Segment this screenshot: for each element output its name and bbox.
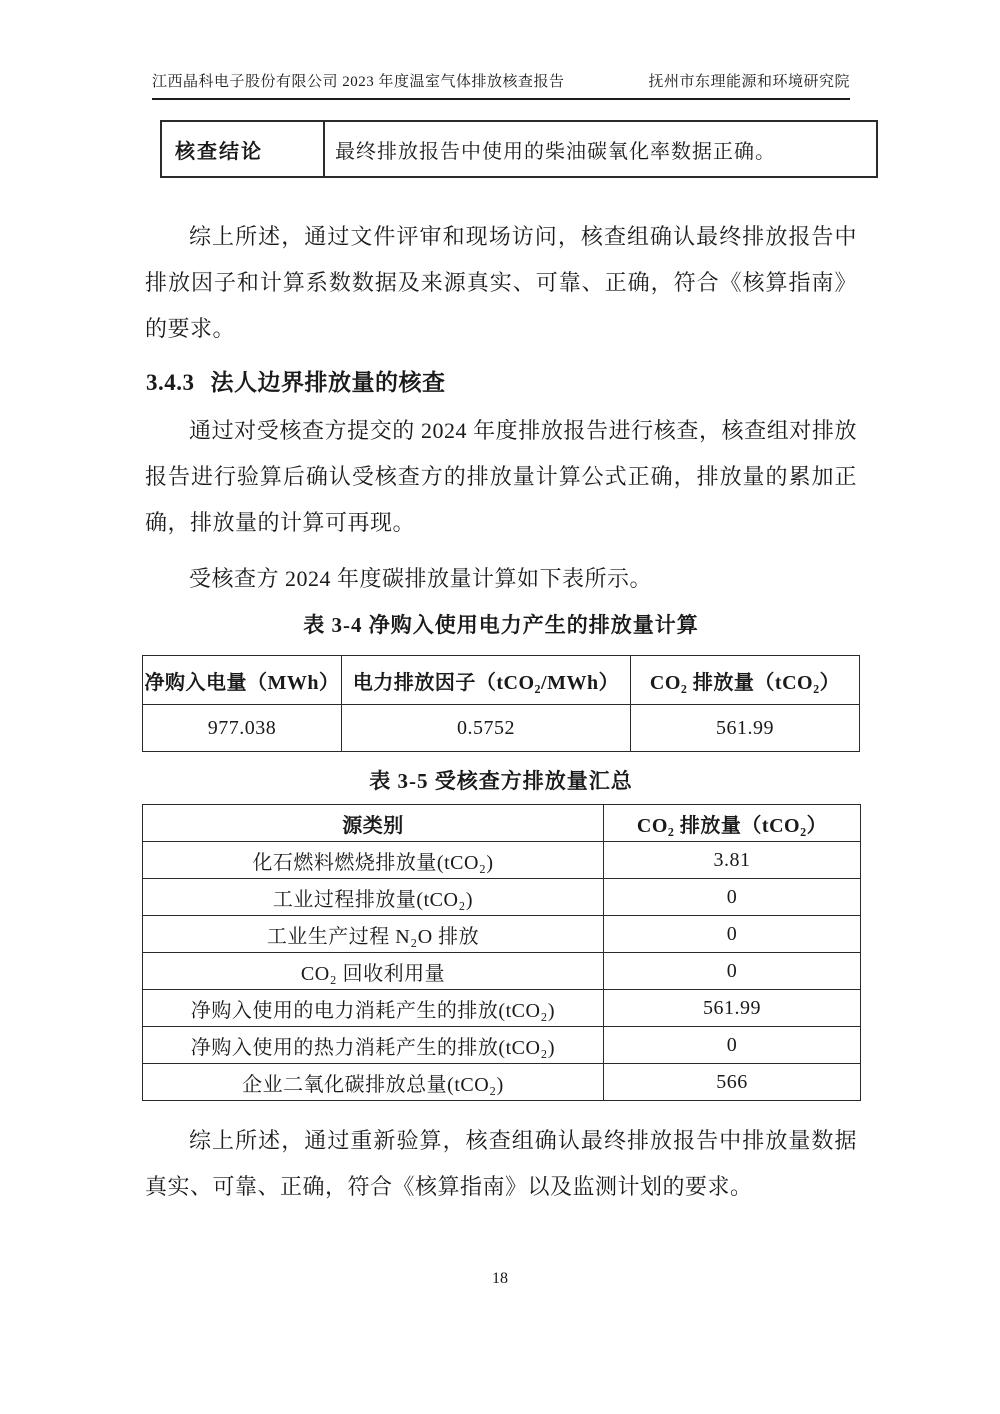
conclusion-content: 最终排放报告中使用的柴油碳氧化率数据正确。 [324, 121, 877, 177]
header-report-title: 江西晶科电子股份有限公司 2023 年度温室气体排放核查报告 [152, 74, 565, 90]
section-title: 法人边界排放量的核查 [210, 370, 446, 395]
table-row [143, 990, 861, 1027]
column-header-co2-amount: CO₂ 排放量（tCO₂） [604, 805, 861, 842]
page-number: 18 [492, 1270, 508, 1287]
table-row [143, 1027, 861, 1064]
table-row [161, 121, 877, 177]
emission-summary-table [142, 804, 861, 1101]
table-3-4-title: 表 3-4 净购入使用电力产生的排放量计算 [303, 613, 699, 637]
column-header-source-category: 源类别 [143, 805, 604, 842]
conclusion-label: 核查结论 [161, 121, 324, 177]
source-value: 0 [604, 879, 861, 916]
paragraph-factor-summary: 综上所述，通过文件评审和现场访问，核查组确认最终排放报告中排放因子和计算系数数据及来源真实、可靠、正确，符合《核算指南》的要求。 [145, 224, 857, 341]
source-label: 工业生产过程 N₂O 排放 [143, 916, 604, 953]
table-3-5-title: 表 3-5 受核查方排放量汇总 [369, 769, 633, 793]
column-header-co2-emission: CO₂ 排放量（tCO₂） [631, 656, 860, 705]
header-institute-name: 抚州市东理能源和环境研究院 [648, 74, 850, 90]
conclusion-table [160, 120, 878, 178]
source-label: 工业过程排放量(tCO₂) [143, 879, 604, 916]
source-label: 净购入使用的热力消耗产生的排放(tCO₂) [143, 1027, 604, 1064]
electricity-emission-table [142, 655, 860, 752]
source-value: 3.81 [604, 842, 861, 879]
table-row [143, 953, 861, 990]
table-header-row [143, 805, 861, 842]
table-row [143, 1064, 861, 1101]
source-value: 0 [604, 1027, 861, 1064]
source-label: 企业二氧化碳排放总量(tCO₂) [143, 1064, 604, 1101]
source-value: 0 [604, 916, 861, 953]
source-label: CO₂ 回收利用量 [143, 953, 604, 990]
section-number: 3.4.3 [146, 370, 195, 395]
paragraph-final-summary: 综上所述，通过重新验算，核查组确认最终排放报告中排放量数据真实、可靠、正确，符合《核算指南》以及监测计划的要求。 [145, 1128, 857, 1199]
table-row [143, 842, 861, 879]
source-label: 化石燃料燃烧排放量(tCO₂) [143, 842, 604, 879]
source-value: 566 [604, 1064, 861, 1101]
paragraph-verification-method: 通过对受核查方提交的 2024 年度排放报告进行核查，核查组对排放报告进行验算后确认受核查方的排放量计算公式正确，排放量的累加正确，排放量的计算可再现。 [145, 418, 857, 535]
source-value: 0 [604, 953, 861, 990]
table-row [143, 879, 861, 916]
section-heading [146, 363, 446, 403]
column-header-emission-factor: 电力排放因子（tCO₂/MWh） [342, 656, 631, 705]
page-header [152, 70, 850, 100]
value-electricity: 977.038 [143, 705, 342, 752]
source-label: 净购入使用的电力消耗产生的排放(tCO₂) [143, 990, 604, 1027]
value-emission-factor: 0.5752 [342, 705, 631, 752]
column-header-electricity: 净购入电量（MWh） [143, 656, 342, 705]
table-header-row [143, 656, 860, 705]
value-co2-emission: 561.99 [631, 705, 860, 752]
source-value: 561.99 [604, 990, 861, 1027]
table-row [143, 705, 860, 752]
paragraph-table-intro: 受核查方 2024 年度碳排放量计算如下表所示。 [189, 566, 653, 591]
table-row [143, 916, 861, 953]
